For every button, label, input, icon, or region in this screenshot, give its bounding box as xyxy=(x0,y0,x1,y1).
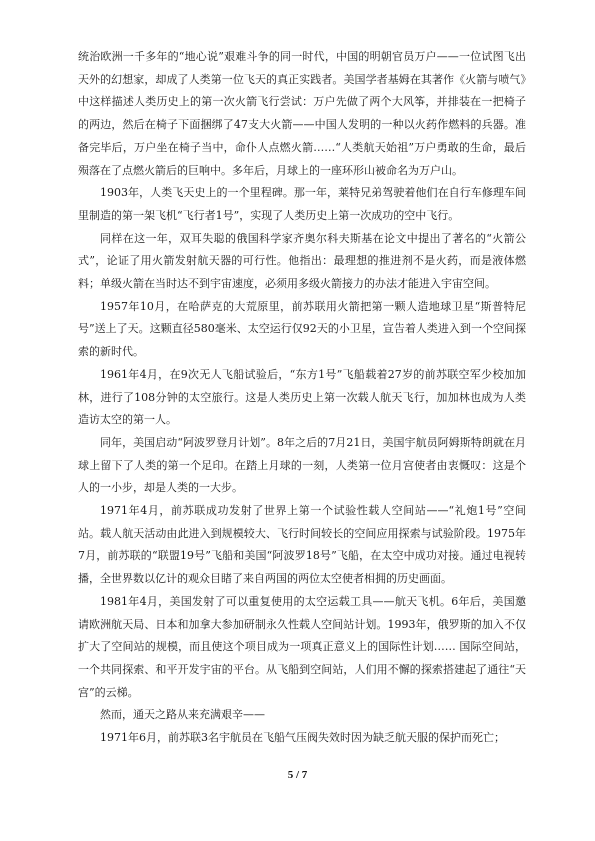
paragraph-1971-salyut: 1971年4月，前苏联成功发射了世界上第一个试验性载人空间站——“礼炮1号”空间站。载人航天活动由此进入到规模较大、飞行时间较长的空间应用探索与试验阶段。1975年7月，前苏联的“联盟19号”飞船和美国“阿波罗18号”飞船，在太空中成功对接。通过电视转播，全世界数以亿计的观众目睹了来自两国的两位太空使者相拥的历史画面。 xyxy=(78,504,526,586)
body-text xyxy=(78,46,526,750)
paragraph-1981-shuttle: 1981年4月，美国发射了可以重复使用的太空运载工具——航天飞机。6年后，美国邀请欧洲航天局、日本和加拿大参加研制永久性载人空间站计划。1993年，俄罗斯的加入不仅扩大了空间站的规模，而且使这个项目成为一项真正意义上的国际性计划…… 国际空间站，一个共同探索、和平开发宇宙的平台。从飞船到空间站，人们用不懈的探索搭建起了通往“天宫”的云梯。 xyxy=(78,594,526,699)
paragraph-1971-june: 1971年6月，前苏联3名宇航员在飞船气压阀失效时因为缺乏航天服的保护而死亡； xyxy=(100,731,505,745)
paragraph-1957-satellite: 1957年10月，在哈萨克的大荒原里，前苏联用火箭把第一颗人造地球卫星“斯普特尼号”送上了天。这颗直径580毫米、太空运行仅92天的小卫星，宣告着人类进入到一个空间探索的新时代。 xyxy=(78,299,526,359)
paragraph-rocket-formula: 同样在这一年，双耳失聪的俄国科学家齐奥尔科夫斯基在论文中提出了著名的“火箭公式”，论证了用火箭发射航天器的可行性。他指出：最理想的推进剂不是火药，而是液体燃料；单级火箭在当时达不到宇宙速度，必须用多级火箭接力的办法才能进入宇宙空间。 xyxy=(78,231,526,291)
page-number: 5 / 7 xyxy=(287,769,308,781)
paragraph-apollo: 同年，美国启动“阿波罗登月计划”。8年之后的7月21日，美国宇航员阿姆斯特朗就在月球上留下了人类的第一个足印。在踏上月球的一刻，人类第一位月宫使者由衷慨叹：这是个人的一小步，却是人类的一大步。 xyxy=(78,435,526,495)
paragraph-hardship: 然而，通天之路从来充满艰辛—— xyxy=(100,708,265,722)
paragraph-wanhu: 统治欧洲一千多年的“地心说”艰难斗争的同一时代，中国的明朝官员万户——一位试图飞出天外的幻想家，却成了人类第一位飞天的真正实践者。美国学者基姆在其著作《火箭与喷气》中这样描述人类历史上的第一次火箭飞行尝试：万户先做了两个大风筝，并排装在一把椅子的两边，然后在椅子下面捆绑了47支大火箭——中国人发明的一种以火药作燃料的兵器。准备完毕后，万户坐在椅子当中，命仆人点燃火箭……“人类航天始祖”万户勇敢的生命，最后殒落在了点燃火箭后的巨响中。多年后，月球上的一座环形山被命名为万户山。 xyxy=(78,50,526,177)
paragraph-1903-wright: 1903年，人类飞天史上的一个里程碑。那一年，莱特兄弟驾驶着他们在自行车修理车间里制造的第一架飞机“飞行者1号”，实现了人类历史上第一次成功的空中飞行。 xyxy=(78,186,526,222)
paragraph-1961-gagarin: 1961年4月，在9次无人飞船试验后，“东方1号”飞船载着27岁的前苏联空军少校加加林，进行了108分钟的太空旅行。这是人类历史上第一次载人航天飞行，加加林也成为人类造访太空的第一人。 xyxy=(78,367,526,427)
